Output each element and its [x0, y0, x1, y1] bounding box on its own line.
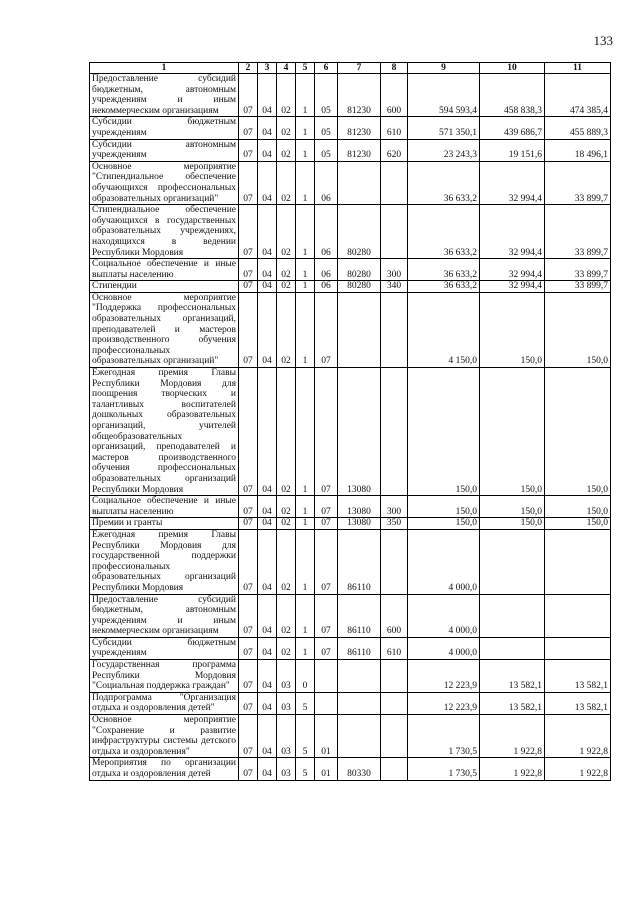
row-value-cell: 600 — [381, 594, 408, 637]
table-row — [90, 758, 611, 780]
row-value-cell: 07 — [315, 292, 338, 367]
row-value-cell: 36 633,2 — [408, 205, 480, 259]
row-value-cell — [315, 692, 338, 714]
row-value-cell: 150,0 — [545, 496, 611, 518]
row-value-cell: 32 994,4 — [480, 205, 545, 259]
row-value-cell: 07 — [239, 368, 258, 496]
row-value-cell: 1 730,5 — [408, 758, 480, 780]
row-value-cell: 36 633,2 — [408, 259, 480, 281]
row-value-cell: 32 994,4 — [480, 281, 545, 293]
row-value-cell: 04 — [258, 637, 277, 659]
row-value-cell: 02 — [277, 259, 296, 281]
row-value-cell: 150,0 — [480, 368, 545, 496]
row-value-cell: 07 — [239, 758, 258, 780]
row-value-cell: 1 — [296, 368, 315, 496]
row-value-cell: 5 — [296, 715, 315, 758]
row-value-cell: 06 — [315, 205, 338, 259]
row-value-cell: 1 — [296, 139, 315, 161]
row-value-cell: 04 — [258, 368, 277, 496]
row-value-cell: 04 — [258, 292, 277, 367]
table-row — [90, 139, 611, 161]
row-value-cell: 07 — [239, 660, 258, 693]
row-value-cell: 86110 — [338, 594, 381, 637]
row-value-cell: 1 — [296, 594, 315, 637]
row-value-cell: 03 — [277, 715, 296, 758]
row-value-cell: 23 243,3 — [408, 139, 480, 161]
row-value-cell: 02 — [277, 594, 296, 637]
row-value-cell — [338, 161, 381, 204]
row-value-cell: 04 — [258, 259, 277, 281]
row-value-cell: 150,0 — [545, 292, 611, 367]
row-value-cell: 07 — [239, 259, 258, 281]
row-value-cell: 07 — [239, 529, 258, 594]
row-value-cell — [480, 594, 545, 637]
row-value-cell: 07 — [239, 518, 258, 530]
row-value-cell: 474 385,4 — [545, 74, 611, 117]
row-value-cell: 32 994,4 — [480, 161, 545, 204]
row-value-cell — [381, 161, 408, 204]
row-value-cell: 13 582,1 — [480, 660, 545, 693]
row-value-cell: 4 150,0 — [408, 292, 480, 367]
row-value-cell: 07 — [315, 368, 338, 496]
column-header: 1 — [90, 63, 239, 74]
row-value-cell: 1 — [296, 292, 315, 367]
row-value-cell — [381, 715, 408, 758]
row-value-cell — [381, 368, 408, 496]
row-value-cell — [338, 292, 381, 367]
row-value-cell: 04 — [258, 496, 277, 518]
row-value-cell — [381, 758, 408, 780]
row-name-cell: Субсидии бюджетным учреждениям — [90, 117, 239, 139]
row-value-cell: 439 686,7 — [480, 117, 545, 139]
table-row — [90, 74, 611, 117]
row-value-cell: 350 — [381, 518, 408, 530]
table-row — [90, 259, 611, 281]
row-name-cell: Субсидии автономным учреждениям — [90, 139, 239, 161]
budget-table — [89, 62, 611, 781]
row-value-cell: 03 — [277, 758, 296, 780]
table-row — [90, 368, 611, 496]
row-value-cell: 4 000,0 — [408, 594, 480, 637]
row-value-cell: 81230 — [338, 139, 381, 161]
row-name-cell: Подпрограмма "Организация отдыха и оздоровления детей" — [90, 692, 239, 714]
row-value-cell — [545, 529, 611, 594]
row-value-cell: 01 — [315, 715, 338, 758]
row-value-cell: 455 889,3 — [545, 117, 611, 139]
column-header: 3 — [258, 63, 277, 74]
row-value-cell: 02 — [277, 74, 296, 117]
row-value-cell: 150,0 — [480, 496, 545, 518]
row-value-cell: 1 — [296, 637, 315, 659]
row-value-cell — [381, 692, 408, 714]
row-name-cell: Ежегодная премия Главы Республики Мордовия для государственной поддержки профессиональных образовательных организаций Республики Мордовия — [90, 529, 239, 594]
row-value-cell: 1 — [296, 529, 315, 594]
row-value-cell: 07 — [239, 692, 258, 714]
table-row — [90, 518, 611, 530]
row-value-cell: 4 000,0 — [408, 529, 480, 594]
row-value-cell: 33 899,7 — [545, 205, 611, 259]
row-value-cell — [381, 529, 408, 594]
column-header: 7 — [338, 63, 381, 74]
row-value-cell: 07 — [315, 637, 338, 659]
row-value-cell: 13080 — [338, 518, 381, 530]
row-name-cell: Основное мероприятие "Поддержка профессиональных образовательных организаций, преподавателей и мастеров производственного обучения профессиональных образовательных организаций" — [90, 292, 239, 367]
row-value-cell: 01 — [315, 758, 338, 780]
row-value-cell: 07 — [239, 74, 258, 117]
row-value-cell: 04 — [258, 281, 277, 293]
row-value-cell: 80330 — [338, 758, 381, 780]
row-value-cell: 04 — [258, 692, 277, 714]
row-value-cell: 02 — [277, 117, 296, 139]
table-row — [90, 496, 611, 518]
row-value-cell: 02 — [277, 368, 296, 496]
row-value-cell: 32 994,4 — [480, 259, 545, 281]
row-value-cell: 04 — [258, 529, 277, 594]
row-value-cell: 07 — [315, 518, 338, 530]
column-header: 9 — [408, 63, 480, 74]
table-row — [90, 292, 611, 367]
column-header: 5 — [296, 63, 315, 74]
table-row — [90, 281, 611, 293]
column-header: 4 — [277, 63, 296, 74]
table-row — [90, 637, 611, 659]
row-value-cell: 18 496,1 — [545, 139, 611, 161]
row-value-cell: 07 — [239, 292, 258, 367]
row-value-cell: 1 730,5 — [408, 715, 480, 758]
row-name-cell: Субсидии бюджетным учреждениям — [90, 637, 239, 659]
row-value-cell: 36 633,2 — [408, 281, 480, 293]
row-value-cell: 02 — [277, 161, 296, 204]
table-row — [90, 529, 611, 594]
row-value-cell — [480, 637, 545, 659]
row-value-cell: 1 922,8 — [545, 715, 611, 758]
row-value-cell: 02 — [277, 496, 296, 518]
row-value-cell: 1 922,8 — [480, 715, 545, 758]
row-value-cell: 04 — [258, 758, 277, 780]
row-value-cell: 1 — [296, 518, 315, 530]
row-value-cell: 1 — [296, 496, 315, 518]
row-value-cell: 36 633,2 — [408, 161, 480, 204]
row-value-cell: 86110 — [338, 637, 381, 659]
row-value-cell: 150,0 — [480, 292, 545, 367]
table-row — [90, 692, 611, 714]
row-value-cell: 13080 — [338, 496, 381, 518]
row-value-cell: 04 — [258, 74, 277, 117]
row-value-cell: 300 — [381, 496, 408, 518]
row-value-cell: 571 350,1 — [408, 117, 480, 139]
row-value-cell: 610 — [381, 637, 408, 659]
row-value-cell: 1 — [296, 161, 315, 204]
column-header: 2 — [239, 63, 258, 74]
row-value-cell: 150,0 — [545, 518, 611, 530]
row-value-cell: 13 582,1 — [545, 660, 611, 693]
row-value-cell: 1 — [296, 205, 315, 259]
row-value-cell: 07 — [239, 161, 258, 204]
row-value-cell: 620 — [381, 139, 408, 161]
row-value-cell: 340 — [381, 281, 408, 293]
row-name-cell: Стипендиальное обеспечение обучающихся в государственных образовательных учреждениях, находящихся в ведении Республики Мордовия — [90, 205, 239, 259]
row-value-cell: 07 — [239, 594, 258, 637]
row-value-cell: 150,0 — [408, 368, 480, 496]
row-value-cell — [315, 660, 338, 693]
row-value-cell: 12 223,9 — [408, 692, 480, 714]
row-name-cell: Основное мероприятие "Сохранение и развитие инфраструктуры системы детского отдыха и оздоровления" — [90, 715, 239, 758]
row-value-cell: 80280 — [338, 259, 381, 281]
row-value-cell — [338, 692, 381, 714]
row-value-cell: 19 151,6 — [480, 139, 545, 161]
row-value-cell: 80280 — [338, 281, 381, 293]
row-value-cell: 1 — [296, 117, 315, 139]
table-row — [90, 161, 611, 204]
table-row — [90, 660, 611, 693]
row-value-cell: 04 — [258, 161, 277, 204]
column-header: 11 — [545, 63, 611, 74]
row-value-cell: 02 — [277, 637, 296, 659]
row-value-cell: 05 — [315, 139, 338, 161]
row-value-cell: 07 — [315, 594, 338, 637]
row-value-cell: 05 — [315, 117, 338, 139]
row-value-cell: 02 — [277, 281, 296, 293]
row-value-cell: 07 — [239, 715, 258, 758]
row-value-cell: 1 922,8 — [480, 758, 545, 780]
row-value-cell — [381, 205, 408, 259]
row-value-cell: 02 — [277, 139, 296, 161]
column-header: 8 — [381, 63, 408, 74]
row-value-cell: 03 — [277, 660, 296, 693]
row-value-cell: 04 — [258, 660, 277, 693]
row-value-cell — [338, 715, 381, 758]
table-row — [90, 594, 611, 637]
column-header: 10 — [480, 63, 545, 74]
row-value-cell — [545, 594, 611, 637]
table-row — [90, 205, 611, 259]
row-value-cell: 1 — [296, 74, 315, 117]
row-value-cell: 06 — [315, 161, 338, 204]
row-value-cell: 0 — [296, 660, 315, 693]
row-value-cell: 04 — [258, 715, 277, 758]
row-value-cell: 07 — [315, 496, 338, 518]
row-value-cell: 07 — [239, 496, 258, 518]
row-value-cell: 150,0 — [408, 496, 480, 518]
row-value-cell: 07 — [239, 637, 258, 659]
row-value-cell: 07 — [239, 139, 258, 161]
row-value-cell: 1 — [296, 281, 315, 293]
row-value-cell: 07 — [239, 205, 258, 259]
row-value-cell: 5 — [296, 692, 315, 714]
row-value-cell: 04 — [258, 518, 277, 530]
page-number: 133 — [593, 33, 613, 48]
row-value-cell: 02 — [277, 205, 296, 259]
row-name-cell: Социальное обеспечение и иные выплаты населению — [90, 496, 239, 518]
row-name-cell: Социальное обеспечение и иные выплаты населению — [90, 259, 239, 281]
row-value-cell: 06 — [315, 281, 338, 293]
table-row — [90, 715, 611, 758]
row-value-cell: 02 — [277, 529, 296, 594]
row-value-cell: 33 899,7 — [545, 281, 611, 293]
row-value-cell — [381, 660, 408, 693]
table-body — [90, 74, 611, 781]
row-name-cell: Мероприятия по организации отдыха и оздоровления детей — [90, 758, 239, 780]
row-value-cell: 13 582,1 — [545, 692, 611, 714]
row-value-cell: 81230 — [338, 74, 381, 117]
row-name-cell: Предоставление субсидий бюджетным, автономным учреждениям и иным некоммерческим организациям — [90, 74, 239, 117]
row-value-cell: 07 — [315, 529, 338, 594]
row-value-cell: 150,0 — [545, 368, 611, 496]
row-value-cell — [480, 529, 545, 594]
row-value-cell: 150,0 — [480, 518, 545, 530]
row-value-cell: 04 — [258, 594, 277, 637]
row-value-cell: 04 — [258, 139, 277, 161]
row-value-cell: 03 — [277, 692, 296, 714]
row-name-cell: Ежегодная премия Главы Республики Мордовия для поощрения творческих и талантливых воспитателей дошкольных образовательных организаций, учителей общеобразовательных организаций, преподавателей и мастеров производственного обучения профессиональных образовательных организаций Республики Мордовия — [90, 368, 239, 496]
row-value-cell — [338, 660, 381, 693]
row-value-cell — [381, 292, 408, 367]
row-value-cell: 1 922,8 — [545, 758, 611, 780]
row-value-cell: 600 — [381, 74, 408, 117]
row-value-cell: 04 — [258, 205, 277, 259]
row-name-cell: Стипендии — [90, 281, 239, 293]
row-value-cell: 33 899,7 — [545, 259, 611, 281]
row-value-cell: 02 — [277, 518, 296, 530]
row-name-cell: Государственная программа Республики Мордовия "Социальная поддержка граждан" — [90, 660, 239, 693]
row-value-cell — [545, 637, 611, 659]
row-value-cell: 02 — [277, 292, 296, 367]
column-header: 6 — [315, 63, 338, 74]
row-value-cell: 13 582,1 — [480, 692, 545, 714]
row-value-cell: 07 — [239, 281, 258, 293]
row-value-cell: 33 899,7 — [545, 161, 611, 204]
row-value-cell: 86110 — [338, 529, 381, 594]
row-value-cell: 5 — [296, 758, 315, 780]
row-value-cell: 150,0 — [408, 518, 480, 530]
row-value-cell: 13080 — [338, 368, 381, 496]
row-value-cell: 07 — [239, 117, 258, 139]
table-header-row — [90, 63, 611, 74]
row-value-cell: 300 — [381, 259, 408, 281]
row-value-cell: 81230 — [338, 117, 381, 139]
row-value-cell: 05 — [315, 74, 338, 117]
row-value-cell: 4 000,0 — [408, 637, 480, 659]
row-name-cell: Премии и гранты — [90, 518, 239, 530]
row-name-cell: Предоставление субсидий бюджетным, автономным учреждениям и иным некоммерческим организациям — [90, 594, 239, 637]
row-value-cell: 04 — [258, 117, 277, 139]
row-value-cell: 12 223,9 — [408, 660, 480, 693]
row-value-cell: 610 — [381, 117, 408, 139]
row-value-cell: 594 593,4 — [408, 74, 480, 117]
table-row — [90, 117, 611, 139]
row-value-cell: 06 — [315, 259, 338, 281]
row-value-cell: 458 838,3 — [480, 74, 545, 117]
row-value-cell: 1 — [296, 259, 315, 281]
row-name-cell: Основное мероприятие "Стипендиальное обеспечение обучающихся профессиональных образовательных организаций" — [90, 161, 239, 204]
row-value-cell: 80280 — [338, 205, 381, 259]
